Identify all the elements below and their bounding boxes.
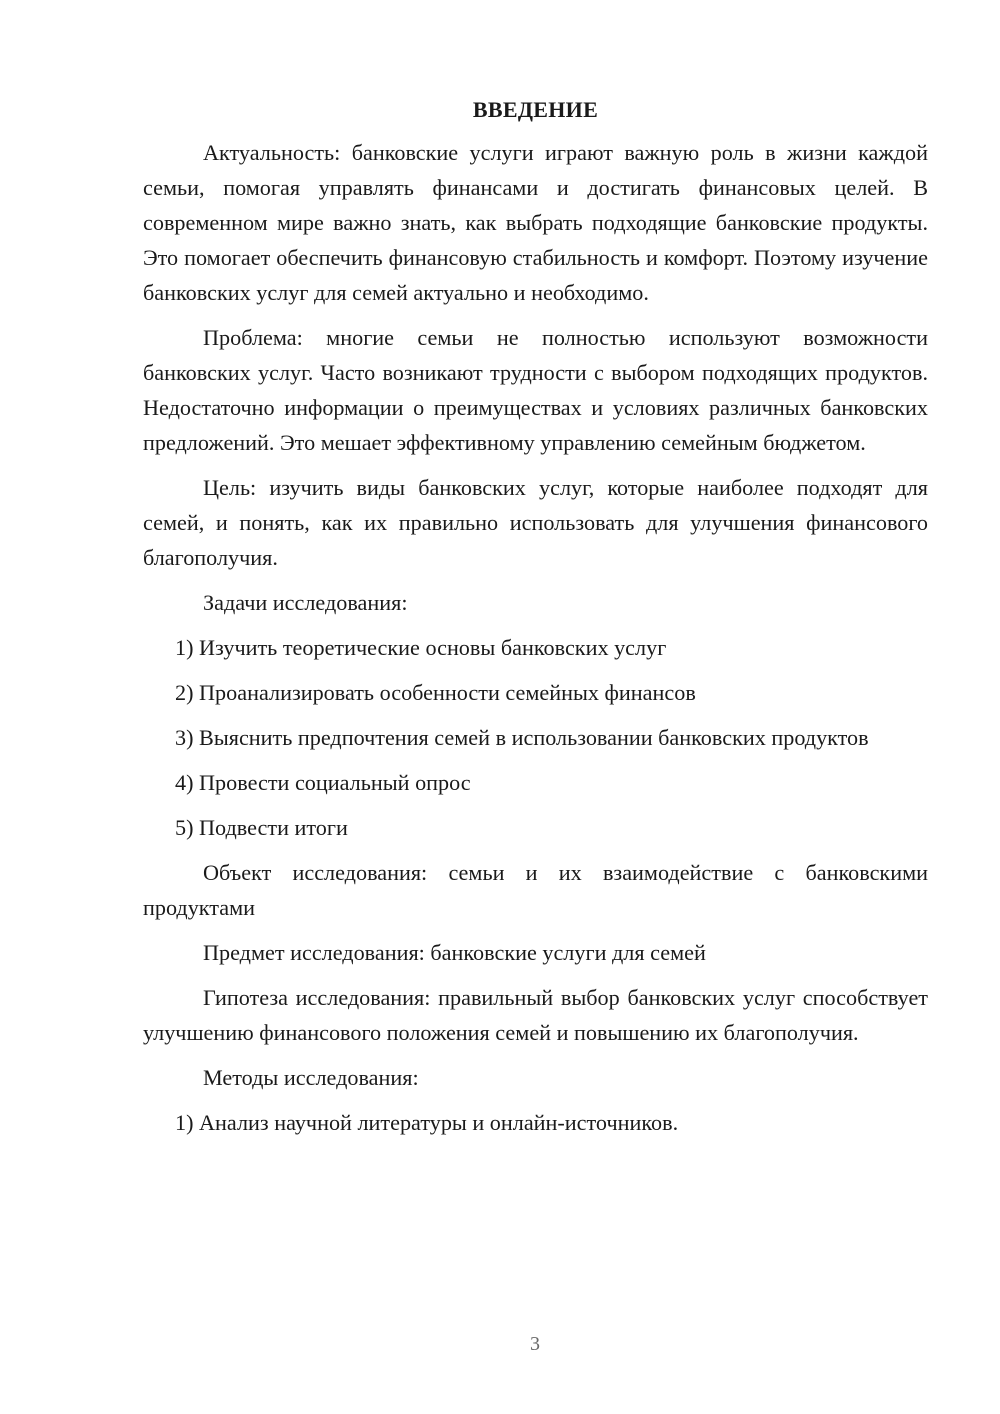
paragraph-subject: Предмет исследования: банковские услуги для семей (203, 940, 706, 965)
method-item: 1) Анализ научной литературы и онлайн-источников. (175, 1110, 679, 1135)
paragraph-tasks-heading: Задачи исследования: (203, 590, 408, 615)
paragraph-problem: Проблема: многие семьи не полностью используют возможности банковских услуг. Часто возникают трудности с выбором подходящих продуктов. Недостаточно информации о преимуществах и условиях различных банковских предложений. Это мешает эффективному управлению семейным бюджетом. (143, 325, 928, 455)
paragraph-methods-heading: Методы исследования: (203, 1065, 419, 1090)
paragraph-goal: Цель: изучить виды банковских услуг, которые наиболее подходят для семей, и понять, как их правильно использовать для улучшения финансового благополучия. (143, 475, 928, 570)
paragraph-relevance: Актуальность: банковские услуги играют важную роль в жизни каждой семьи, помогая управлять финансами и достигать финансовых целей. В современном мире важно знать, как выбрать подходящие банковские продукты. Это помогает обеспечить финансовую стабильность и комфорт. Поэтому изучение банковских услуг для семей актуально и необходимо. (143, 140, 928, 305)
page-number: 3 (530, 1333, 540, 1355)
paragraph-object: Объект исследования: семьи и их взаимодействие с банковскими продуктами (143, 860, 928, 920)
task-item: 5) Подвести итоги (175, 815, 348, 840)
paragraph-hypothesis: Гипотеза исследования: правильный выбор банковских услуг способствует улучшению финансового положения семей и повышению их благополучия. (143, 985, 928, 1045)
task-item: 4) Провести социальный опрос (175, 770, 471, 795)
section-title: ВВЕДЕНИЕ (472, 97, 599, 122)
task-item: 2) Проанализировать особенности семейных финансов (175, 680, 696, 705)
task-item: 1) Изучить теоретические основы банковских услуг (175, 635, 667, 660)
task-item: 3) Выяснить предпочтения семей в использовании банковских продуктов (175, 725, 869, 750)
document-page (143, 92, 928, 1150)
